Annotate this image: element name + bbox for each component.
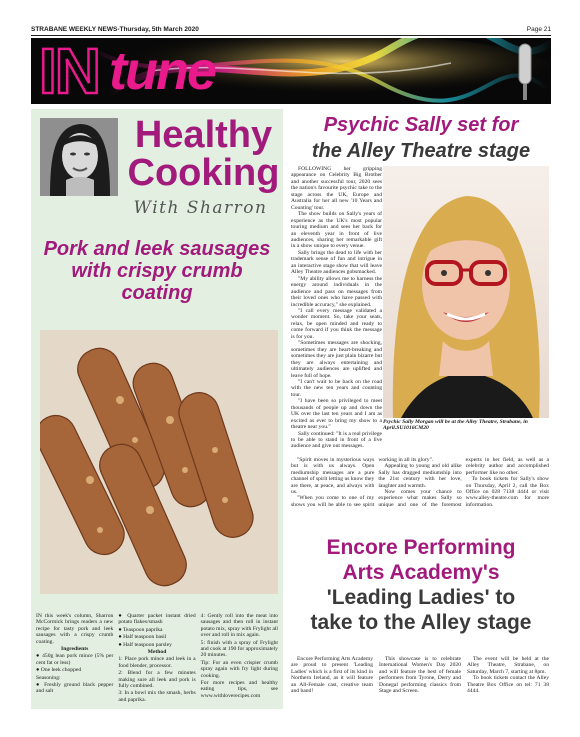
sausages-photo (40, 330, 278, 594)
cooking-byline: With Sharron (133, 198, 268, 218)
sally-paragraph: "Spirit moves in mysterious ways but is with us always. Open mediumship messages are a pure channel of spirit letting us know they are there, at peace, and always with us. (291, 457, 375, 496)
healthy-cooking-title: Healthy Cooking (127, 114, 280, 194)
encore-headline-line3: 'Leading Ladies' to (326, 586, 516, 609)
encore-headline-line1: Encore Performing (326, 536, 516, 559)
paper-dateline: STRABANE WEEKLY NEWS-Thursday, 5th March 2020 (31, 26, 199, 33)
logo-in: IN (39, 38, 99, 104)
method-heading: Method (147, 649, 167, 656)
recipe-tip: Tip: For an even crispier crumb spray again with fry light during cooking. (200, 659, 278, 679)
sally-paragraph: "When you come to one of my shows you will be able to see spirit working in all its glory". (291, 457, 434, 508)
sally-headline-line2: the Alley Theatre stage (311, 140, 531, 162)
sally-headline (292, 112, 550, 164)
sally-paragraph: Now comes your chance to experience what makes Sally so unique and one of the foremost experts in her field, as well as a celebrity author and accomplished performer like no other. (378, 457, 549, 508)
sharron-portrait-art (40, 118, 118, 196)
ingredient-item: Seasoning: (36, 674, 61, 681)
logo-tune: tune (109, 41, 215, 101)
encore-paragraph: The event will be held at the Alley Theatre, Strabane, on Saturday, March 7, starting at 8pm. (467, 656, 549, 675)
ingredient-item: ● 450g lean pork mince (5% per cent fat or less) (36, 653, 114, 666)
header-rule (31, 35, 551, 36)
method-step: 3: In a bowl mix the smash, herbs and paprika. (118, 690, 196, 703)
sally-paragraph: Sally continued: "It is a real privilege to be able to stand in front of a live audience and give out messages. (291, 430, 382, 450)
ingredient-item: ● One leek chopped (36, 667, 82, 674)
ingredient-item: ● Freshly ground black pepper and salt (36, 682, 114, 695)
sally-paragraph: "I call every message validated a wonder moment. So, take your seats, relax, be open minded and ready to come forward if you think the message is for you. (291, 307, 382, 340)
encore-headline-line4: take to the Alley stage (310, 611, 532, 634)
sally-paragraph: "My ability allows me to harness the energy around individuals in the audience and pass on messages from their loved ones who have passed with incredible accuracy," she explained. (291, 275, 382, 308)
sharron-portrait (40, 118, 118, 196)
method-step: 4: Gently roll into the meat into sausages and then roll in instant potato mix, spray with Frylight all over and roll in mix again. (200, 613, 278, 639)
sally-article-col1 (291, 166, 382, 456)
ingredient-item: ● Half teaspoon basil (118, 634, 167, 641)
encore-article (291, 656, 549, 708)
sally-paragraph: "Sometimes messages are shocking, sometimes they are heart-breaking and sometimes they are just plain bizarre but they are always entertaining and ultimately audiences are uplifted and leave full of hope. (291, 340, 382, 379)
intune-logo (39, 40, 244, 102)
sally-paragraph: To book tickets for Sally's show on Thursday, April 2, call the Box Office on 028 7138 4444 or visit www.alley-theatre.com for more information. (465, 476, 549, 508)
sally-paragraph: Sally brings the dead to life with her trademark sense of fun and intrigue in an interactive stage show that will leave Alley Theatre audiences gobsmacked. (291, 249, 382, 276)
ingredient-item: ● Quarter packet instant dried potato flakes/smash (118, 613, 196, 626)
sausages-photo-art (40, 330, 278, 594)
recipe-body (36, 613, 278, 709)
sally-morgan-photo (383, 166, 549, 418)
ingredient-item: ● Teaspoon paprika (118, 626, 163, 633)
recipe-intro: IN this week's column, Sharron McCormick brings readers a new recipe for tasty pork and leek sausages with a crispy crumb coating. (36, 613, 114, 645)
sally-paragraph: "I have been so privileged to meet thousands of people up and down the UK over the last ten years and I am as excited as ever to bring my show to a theatre near you." (291, 398, 382, 431)
encore-headline-line2: Arts Academy's (342, 561, 500, 584)
sally-paragraph: "I can't wait to be back on the road with the new ten years and counting tour. (291, 378, 382, 398)
recipe-title: Pork and leek sausages with crispy crumb coating (43, 238, 271, 304)
sally-paragraph: The show builds on Sally's years of experience as the UK's most popular touring medium and sees her back for an eleventh year in front of live audiences, sharing her remarkable gift in a show unique to every venue. (291, 211, 382, 250)
encore-paragraph: This showcase is to celebrate International Women's Day 2020 and will feature the best of female performers from Tyrone, Derry and Donegal performing classics from Stage and Screen. (379, 656, 461, 695)
method-step: 1: Place pork mince and leek in a food blender, processor. (118, 656, 196, 669)
encore-headline (292, 535, 550, 635)
sally-headline-line1: Psychic Sally set for (323, 114, 519, 136)
ingredients-heading: Ingredients (61, 646, 89, 653)
intune-banner (31, 38, 551, 104)
sally-paragraph: FOLLOWING her gripping appearance on Celebrity Big Brother and another successful tour, 2020 sees the nation's favourite psychic take to the stage across the UK, Europe and Australia for her all new '10 Years and Counting' tour. (291, 166, 382, 211)
sally-photo-caption: Psychic Sally Morgan will be at the Alley Theatre, Strabane, in April.SU1016CM20 (383, 419, 528, 432)
page-number: Page 21 (526, 26, 551, 33)
method-step: 2: Blend for a few minutes making sure all leek and pork is fully combined. (118, 670, 196, 690)
encore-paragraph: To book tickets contact the Alley Theatre Box Office on tel: 71 38 4444. (467, 675, 549, 695)
encore-paragraph: Encore Performing Arts Academy are proud to present 'Leading Ladies' which is a first of its kind in Northern Ireland, as it will feature an All-Female cast, creative team and band! (291, 656, 373, 695)
sally-photo-art (383, 166, 549, 418)
sally-article-col2 (291, 457, 549, 521)
ingredient-item: ● Half teaspoon parsley (118, 641, 172, 648)
recipe-footer: For more recipes and healthy eating tips, see www.withloverecipes.com (200, 680, 278, 699)
sally-paragraph: Appealing to young and old alike Sally has dragged mediumship into the 21st century with her love, laughter and warmth. (378, 463, 462, 489)
method-step: 5: finish with a spray of Frylight and cook at 190 for approximately 20 minutes. (200, 639, 278, 659)
